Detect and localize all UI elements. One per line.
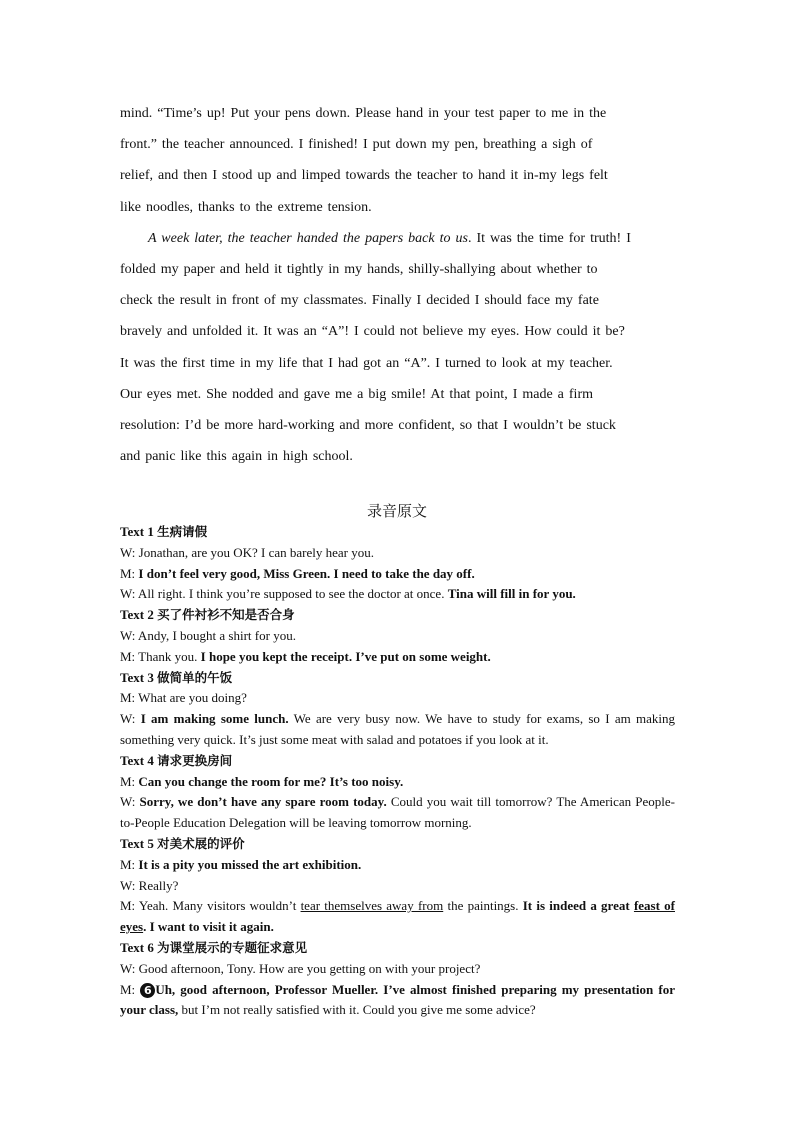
- key-sentence: . I want to visit it again.: [143, 919, 274, 935]
- text-topic: 做简单的午饭: [157, 669, 233, 685]
- dialogue-text: M: Yeah. Many visitors wouldn’t: [120, 898, 301, 914]
- text-label: [120, 751, 675, 772]
- speaker: M:: [120, 856, 139, 872]
- dialogue-line: [120, 855, 675, 876]
- text-topic: 对美术展的评价: [157, 835, 245, 851]
- dialogue-text: but I’m not really satisfied with it. Could you give me some advice?: [178, 1002, 536, 1018]
- dialogue-line: W: Jonathan, are you OK? I can barely hear you.: [120, 544, 374, 560]
- essay-passage: [120, 98, 675, 472]
- key-sentence: Can you change the room for me? It’s too noisy.: [138, 773, 404, 789]
- speaker: M:: [120, 565, 139, 581]
- dialogue-line: [120, 980, 675, 1022]
- text-label: [120, 668, 675, 689]
- essay-italic-phrase: A week later, the teacher handed the papers back to us: [148, 230, 468, 246]
- essay-line: front.” the teacher announced. I finished! I put down my pen, breathing a sigh of: [120, 137, 593, 153]
- key-sentence: I don’t feel very good, Miss Green. I need to take the day off.: [138, 565, 475, 581]
- dialogue-line: [120, 647, 675, 668]
- dialogue-text: Could you wait till tomorrow? The American People-to-People Education Delegation will be leaving tomorrow morning.: [120, 794, 676, 831]
- text-number: Text 5: [120, 835, 158, 851]
- dialogue-line: W: Really?: [120, 877, 179, 893]
- essay-line: relief, and then I stood up and limped towards the teacher to hand it in-my legs felt: [120, 168, 608, 184]
- question-number-badge: 6: [140, 983, 155, 998]
- text-label: [120, 522, 675, 543]
- speaker: W:: [120, 794, 140, 810]
- transcript-heading: 录音原文: [366, 502, 427, 520]
- dialogue-text: M: Thank you.: [120, 648, 201, 664]
- essay-line: bravely and unfolded it. It was an “A”! I could not believe my eyes. How could it be?: [120, 324, 625, 340]
- text-topic: 买了件衬衫不知是否合身: [157, 607, 295, 623]
- essay-line: like noodles, thanks to the extreme tension.: [120, 199, 372, 215]
- essay-line: [120, 223, 675, 254]
- speaker: W:: [120, 711, 141, 727]
- underlined-phrase: feast of eyes: [120, 898, 675, 935]
- dialogue-line: [120, 896, 675, 938]
- text-topic: 生病请假: [157, 524, 208, 539]
- key-sentence: Uh, good afternoon, Professor Mueller. I’ve almost finished preparing my presentation for your class,: [120, 981, 675, 1018]
- dialogue-text: W: All right. I think you’re supposed to see the doctor at once.: [120, 586, 448, 602]
- dialogue-line: W: Good afternoon, Tony. How are you getting on with your project?: [120, 960, 481, 976]
- dialogue-line: M: What are you doing?: [120, 690, 247, 706]
- underlined-phrase: tear themselves away from: [300, 898, 444, 914]
- key-sentence: I hope you kept the receipt. I’ve put on some weight.: [200, 648, 491, 664]
- text-label: [120, 605, 675, 626]
- key-sentence: It is a pity you missed the art exhibition.: [138, 856, 362, 872]
- essay-text: . It was the time for truth! I: [467, 230, 631, 246]
- dialogue-line: [120, 792, 675, 834]
- text-number: Text 4: [120, 752, 158, 768]
- essay-line: It was the first time in my life that I had got an “A”. I turned to look at my teacher.: [120, 355, 613, 371]
- text-topic: 为课堂展示的专题征求意见: [157, 939, 308, 955]
- essay-line: resolution: I’d be more hard-working and more confident, so that I wouldn’t be stuck: [120, 418, 616, 434]
- text-number: Text 6: [120, 939, 158, 955]
- dialogue-line: [120, 584, 675, 605]
- dialogue-line: [120, 564, 675, 585]
- key-sentence: Sorry, we don’t have any spare room today.: [139, 794, 387, 810]
- transcript-section: [120, 522, 675, 1021]
- text-label: [120, 938, 675, 959]
- text-label: [120, 834, 675, 855]
- key-sentence: It is indeed a great: [522, 898, 634, 914]
- text-number: Text 3: [120, 669, 158, 685]
- speaker: M:: [120, 773, 139, 789]
- key-sentence: I am making some lunch.: [140, 711, 289, 727]
- key-sentence: Tina will fill in for you.: [447, 586, 576, 602]
- speaker: M:: [120, 981, 141, 997]
- dialogue-text: the paintings.: [443, 898, 523, 914]
- text-topic: 请求更换房间: [157, 752, 233, 768]
- dialogue-line: W: Andy, I bought a shirt for you.: [120, 627, 296, 643]
- dialogue-line: [120, 709, 675, 751]
- essay-line: mind. “Time’s up! Put your pens down. Please hand in your test paper to me in the: [120, 106, 607, 121]
- essay-line: check the result in front of my classmates. Finally I decided I should face my fate: [120, 293, 599, 309]
- text-number: Text 2: [120, 607, 158, 623]
- essay-line: and panic like this again in high school.: [120, 449, 353, 465]
- text-number: Text 1: [120, 524, 158, 539]
- dialogue-line: [120, 772, 675, 793]
- essay-line: Our eyes met. She nodded and gave me a big smile! At that point, I made a firm: [120, 386, 593, 402]
- dialogue-text: We are very busy now. We have to study for exams, so I am making something very quick. It’s just some meat with salad and potatoes if you look at it.: [120, 711, 675, 747]
- essay-line: folded my paper and held it tightly in my hands, shilly-shallying about whether to: [120, 262, 598, 278]
